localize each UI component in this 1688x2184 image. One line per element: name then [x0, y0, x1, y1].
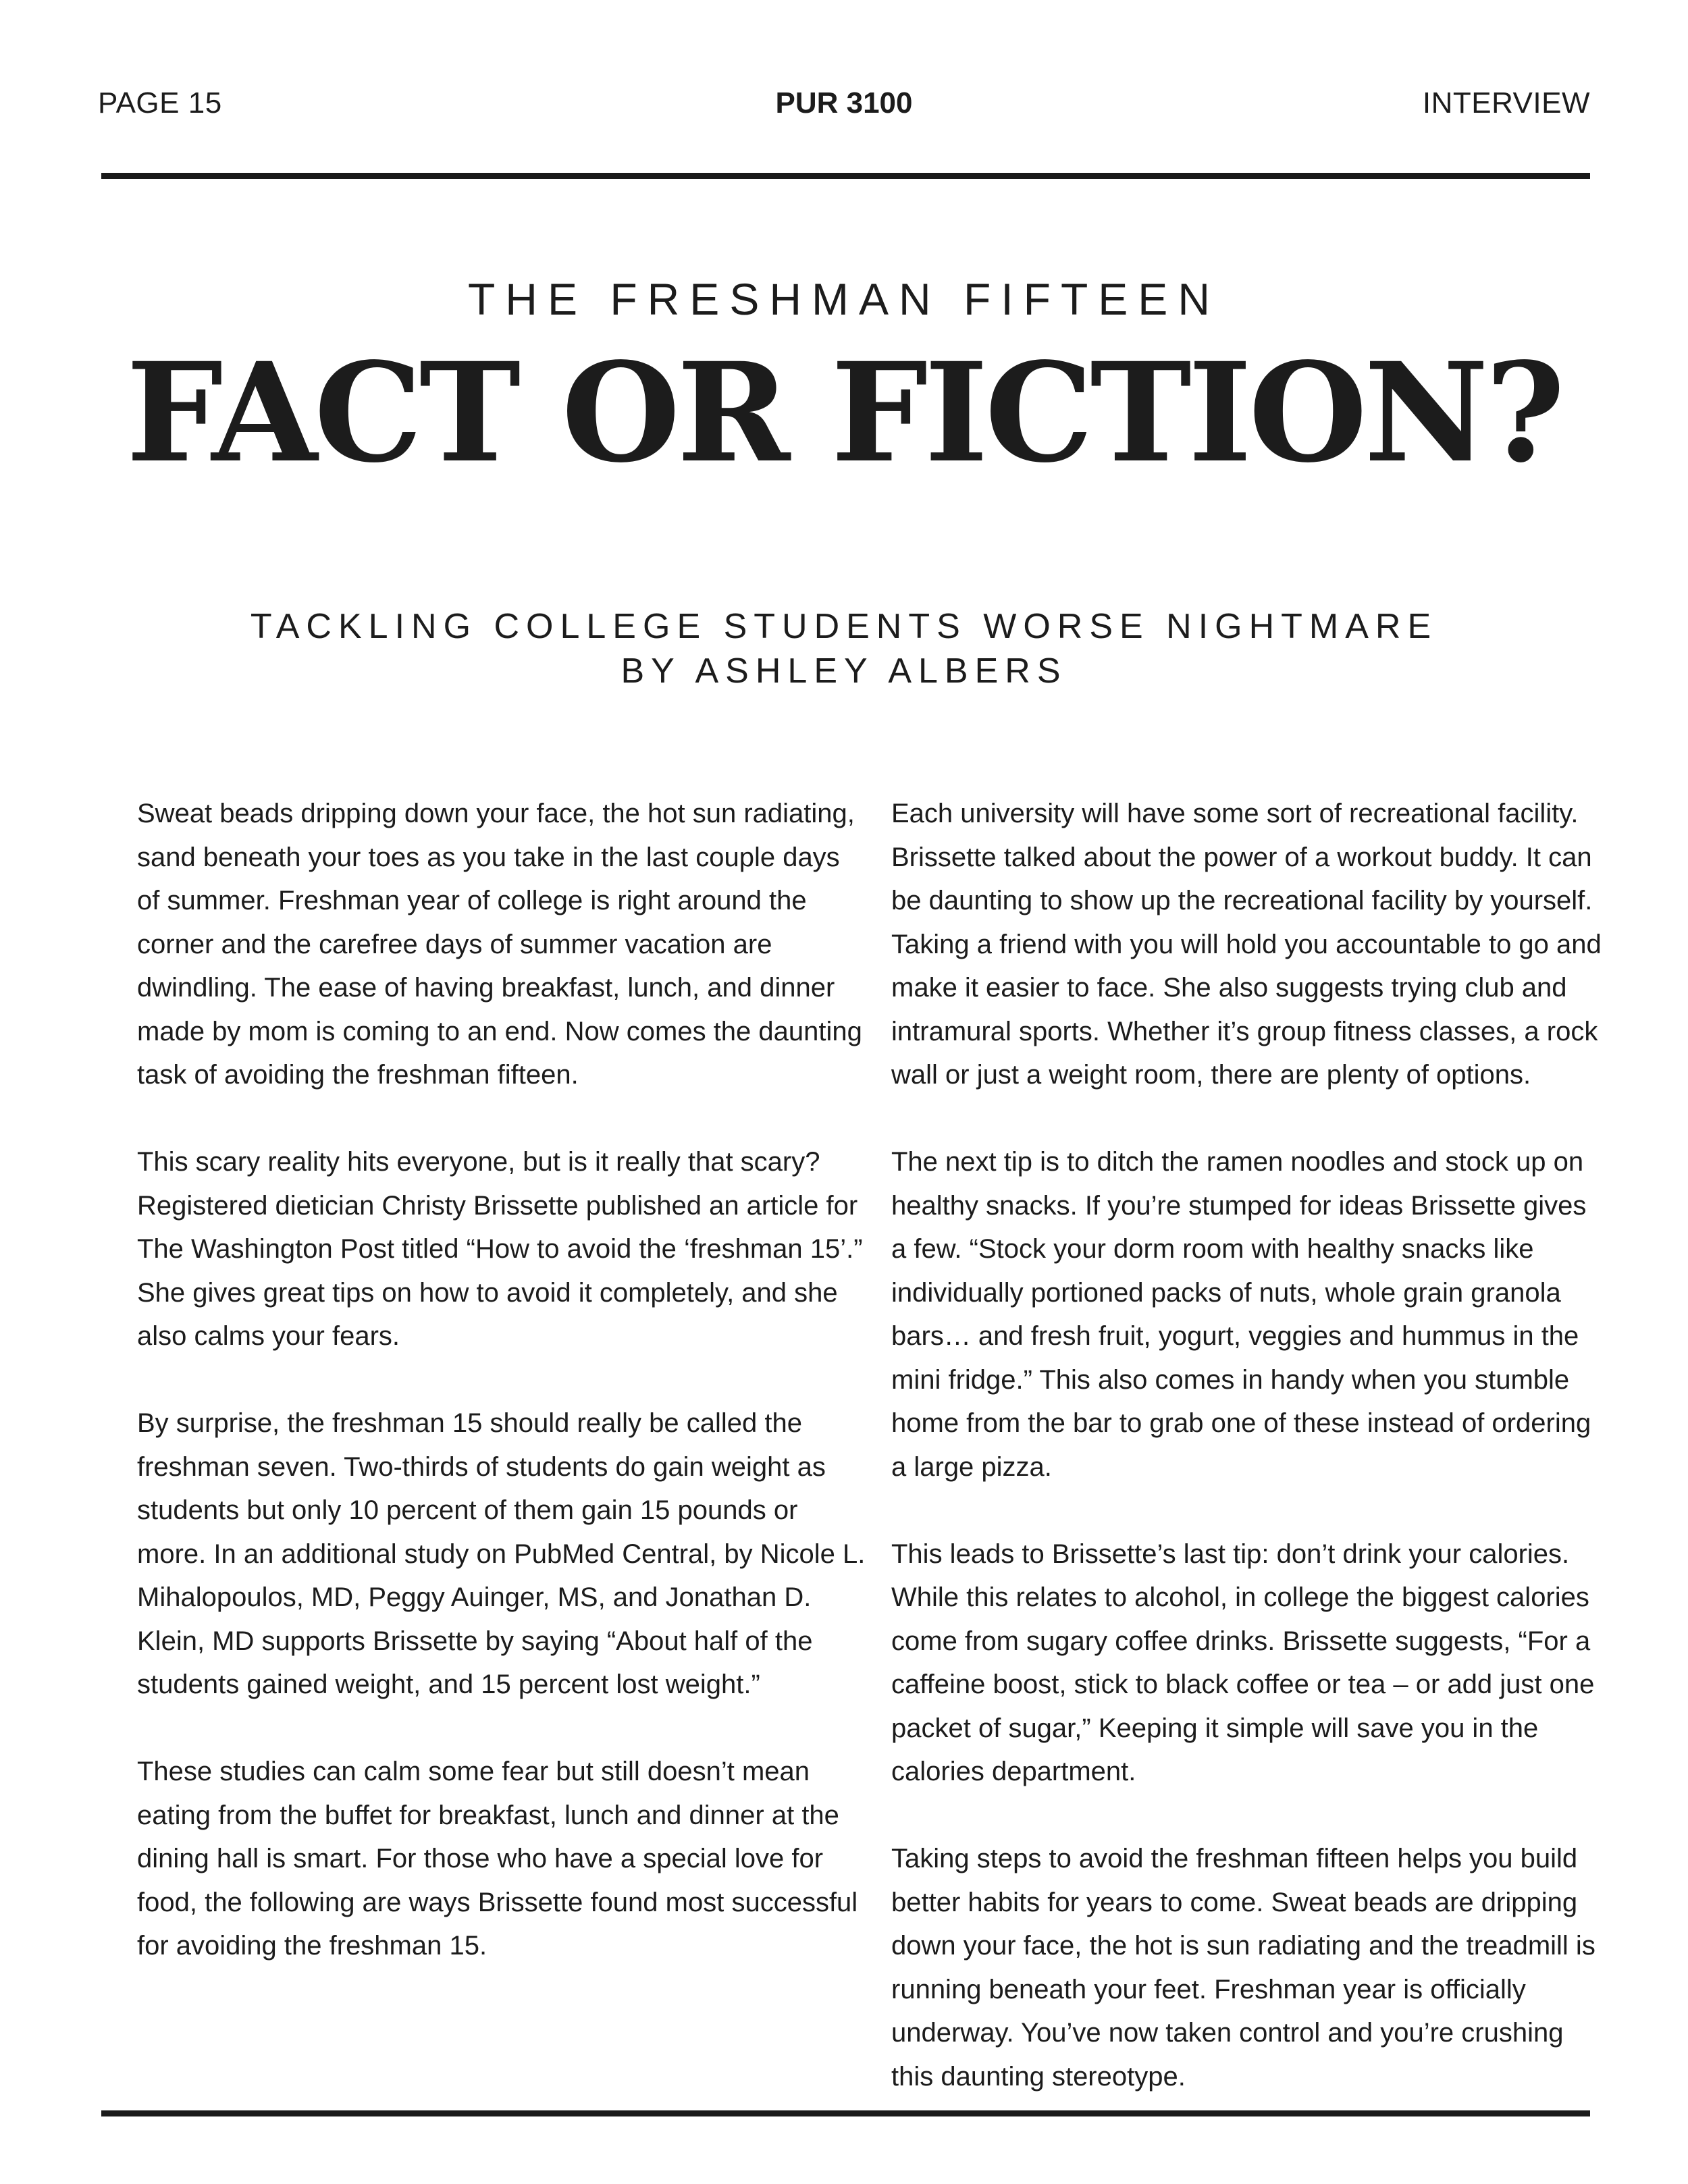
header-divider [101, 173, 1590, 179]
right-column [891, 792, 1604, 2098]
article-kicker: THE FRESHMAN FIFTEEN [467, 274, 1220, 324]
byline: BY ASHLEY ALBERS [621, 651, 1067, 691]
paragraph: Sweat beads dripping down your face, the hot sun radiating, sand beneath your toes as you take in the last couple days of summer. Freshman year of college is right around the corner and the carefree days of summer vacation are dwindling. The ease of having breakfast, lunch, and dinner made by mom is coming to an end. Now comes the daunting task of avoiding the freshman fifteen. [137, 799, 862, 1090]
subhead-title: TACKLING COLLEGE STUDENTS WORSE NIGHTMARE [250, 607, 1438, 646]
paragraph: The next tip is to ditch the ramen noodles and stock up on healthy snacks. If you’re stumped for ideas Brissette gives a few. “Stock your dorm room with healthy snacks like individually portioned packs of nuts, whole grain granola bars… and fresh fruit, yogurt, veggies and hummus in the mini fridge.” This also comes in handy when you stumble home from the bar to grab one of these instead of ordering a large pizza. [891, 1147, 1591, 1482]
article-headline: FACT OR FICTION? [126, 332, 1562, 493]
page-number: PAGE 15 [98, 86, 222, 119]
course-code: PUR 3100 [775, 86, 913, 119]
left-column [137, 792, 866, 1968]
paragraph: This leads to Brissette’s last tip: don’t drink your calories. While this relates to alcohol, in college the biggest calories come from sugary coffee drinks. Brissette suggests, “For a caffeine boost, stick to black coffee or tea – or add just one packet of sugar,” Keeping it simple will save you in the calories department. [891, 1539, 1595, 1786]
paragraph: Each university will have some sort of recreational facility. Brissette talked about the power of a workout buddy. It can be daunting to show up the recreational facility by yourself. Taking a friend with you will hold you accountable to go and make it easier to face. She also suggests trying club and intramural sports. Whether it’s group fitness classes, a rock wall or just a weight room, there are plenty of options. [891, 799, 1602, 1090]
paragraph: Taking steps to avoid the freshman fifteen helps you build better habits for years to come. Sweat beads are dripping down your face, the hot is sun radiating and the treadmill is running beneath your feet. Freshman year is officially underway. You’ve now taken control and you’re crushing this daunting stereotype. [891, 1844, 1595, 2092]
section-label: INTERVIEW [1422, 86, 1590, 119]
paragraph: This scary reality hits everyone, but is it really that scary? Registered dietician Christy Brissette published an article for The Washington Post titled “How to avoid the ‘freshman 15’.” She gives great tips on how to avoid it completely, and she also calms your fears. [137, 1147, 863, 1351]
article-subhead [0, 604, 1688, 693]
paragraph: By surprise, the freshman 15 should really be called the freshman seven. Two-thirds of students do gain weight as students but only 10 percent of them gain 15 pounds or more. In an additional study on PubMed Central, by Nicole L. Mihalopoulos, MD, Peggy Auinger, MS, and Jonathan D. Klein, MD supports Brissette by saying “About half of the students gained weight, and 15 percent lost weight.” [137, 1408, 866, 1699]
paragraph: These studies can calm some fear but still doesn’t mean eating from the buffet for breakfast, lunch and dinner at the dining hall is smart. For those who have a special love for food, the following are ways Brissette found most successful for avoiding the freshman 15. [137, 1757, 858, 1961]
page-header [98, 86, 1590, 127]
footer-divider [101, 2110, 1590, 2116]
